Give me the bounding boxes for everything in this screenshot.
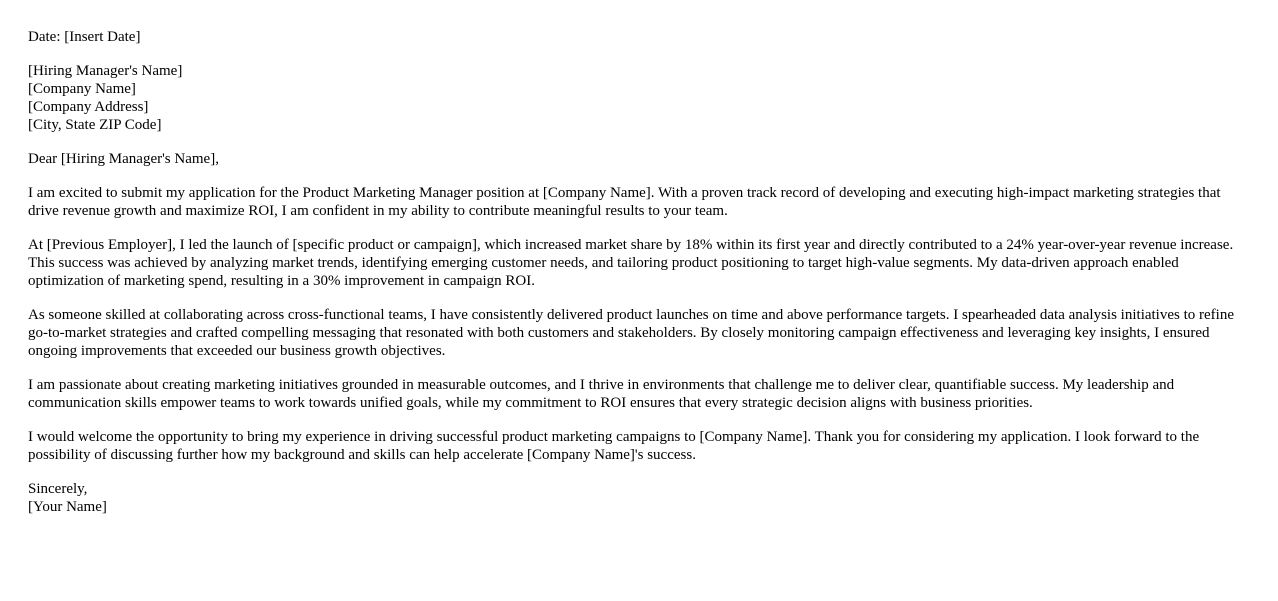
body-paragraph-passion: I am passionate about creating marketing initiatives grounded in measurable outcomes, and I thrive in environments that challenge me to deliver clear, quantifiable success. My leadership and communication skills empower teams to work towards unified goals, while my commitment to ROI ensures that every strategic decision aligns with business priorities. bbox=[28, 377, 1175, 411]
cover-letter bbox=[28, 28, 1248, 532]
recipient-company: [Company Name] bbox=[28, 81, 136, 97]
recipient-name: [Hiring Manager's Name] bbox=[28, 63, 183, 79]
date-line: Date: [Insert Date] bbox=[28, 29, 141, 45]
closing: Sincerely, bbox=[28, 481, 88, 497]
body-paragraph-intro: I am excited to submit my application for the Product Marketing Manager position at [Company Name]. With a proven track record of developing and executing high-impact marketing strategies that drive revenue growth and maximize ROI, I am confident in my ability to contribute meaningful results to your team. bbox=[28, 185, 1221, 219]
recipient-address-line: [Company Address] bbox=[28, 99, 149, 115]
body-paragraph-collaboration: As someone skilled at collaborating across cross-functional teams, I have consistently delivered product launches on time and above performance targets. I spearheaded data analysis initiatives to refine go-to-market strategies and crafted compelling messaging that resonated with both customers and stakeholders. By closely monitoring campaign effectiveness and leveraging key insights, I ensured ongoing improvements that exceeded our business growth objectives. bbox=[28, 307, 1234, 359]
recipient-city-state-zip: [City, State ZIP Code] bbox=[28, 117, 162, 133]
signature-block bbox=[28, 480, 1248, 516]
signature-name: [Your Name] bbox=[28, 499, 107, 515]
body-paragraph-experience: At [Previous Employer], I led the launch of [specific product or campaign], which increased market share by 18% within its first year and directly contributed to a 24% year-over-year revenue increase. This success was achieved by analyzing market trends, identifying emerging customer needs, and tailoring product positioning to target high-value segments. My data-driven approach enabled optimization of marketing spend, resulting in a 30% improvement in campaign ROI. bbox=[28, 237, 1234, 289]
body-paragraph-closing: I would welcome the opportunity to bring my experience in driving successful product marketing campaigns to [Company Name]. Thank you for considering my application. I look forward to the possibility of discussing further how my background and skills can help accelerate [Company Name]'s success. bbox=[28, 429, 1200, 463]
salutation: Dear [Hiring Manager's Name], bbox=[28, 151, 219, 167]
recipient-address bbox=[28, 62, 1248, 134]
